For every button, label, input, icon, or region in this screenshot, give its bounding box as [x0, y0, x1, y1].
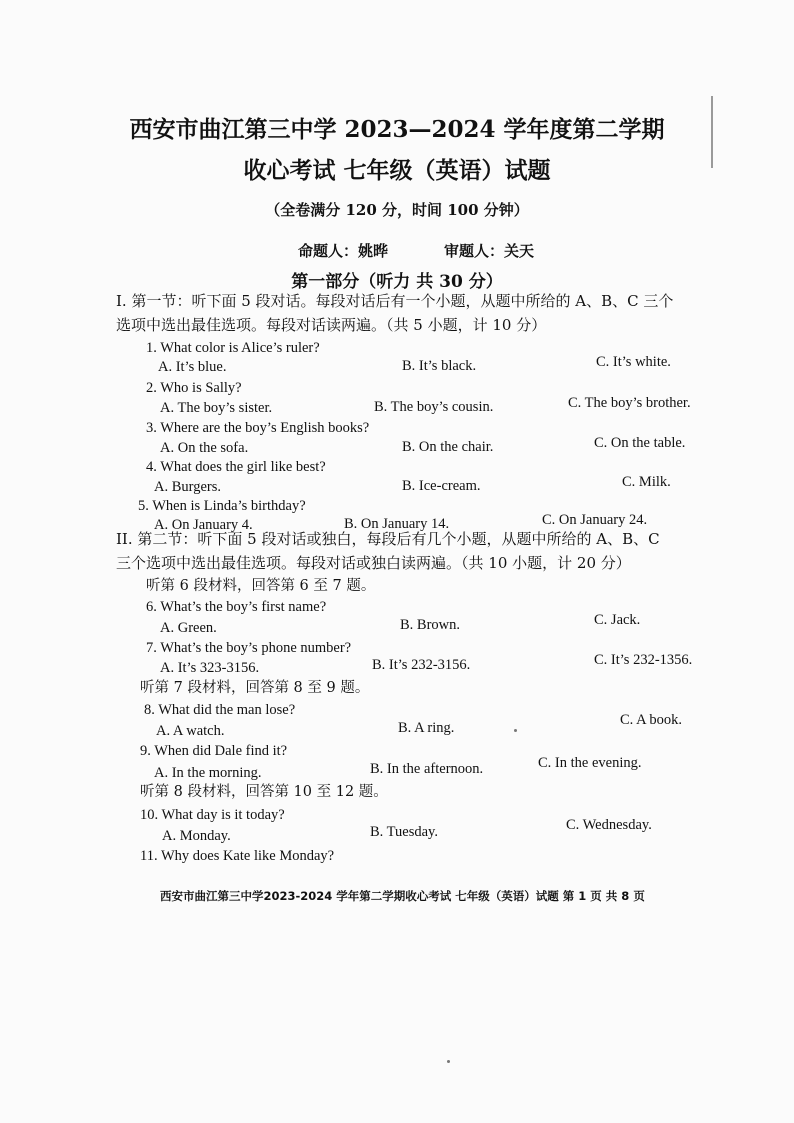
section1-instruction-line1: I. 第一节：听下面 5 段对话。每段对话后有一个小题，从题中所给的 A、B、C 三个	[116, 292, 674, 310]
question-9: 9. When did Dale find it?	[140, 743, 288, 759]
question-1-option-c: C. It’s white.	[596, 354, 671, 370]
question-2: 2. Who is Sally?	[146, 380, 242, 396]
question-3-option-c: C. On the table.	[594, 435, 686, 451]
question-11: 11. Why does Kate like Monday?	[140, 848, 335, 864]
question-8-option-c: C. A book.	[620, 712, 683, 728]
exam-subtitle: （全卷满分 120 分，时间 100 分钟）	[265, 201, 529, 219]
question-2-option-c: C. The boy’s brother.	[568, 395, 691, 411]
page-footer: 西安市曲江第三中学2023-2024 学年第二学期收心考试 七年级（英语）试题 第 1 页 共 8 页	[160, 889, 645, 903]
question-5: 5. When is Linda’s birthday?	[138, 498, 306, 514]
question-9-option-b: B. In the afternoon.	[370, 761, 484, 777]
question-9-option-c: C. In the evening.	[538, 755, 642, 771]
question-7-option-c: C. It’s 232-1356.	[594, 652, 693, 668]
question-8-option-a: A. A watch.	[156, 723, 225, 739]
question-1-option-b: B. It’s black.	[402, 358, 477, 374]
question-8: 8. What did the man lose?	[144, 702, 296, 718]
question-3-option-a: A. On the sofa.	[160, 440, 249, 456]
question-4: 4. What does the girl like best?	[146, 459, 326, 475]
question-7: 7. What’s the boy’s phone number?	[146, 640, 352, 656]
material-8-note: 听第 8 段材料，回答第 10 至 12 题。	[140, 784, 388, 800]
question-3: 3. Where are the boy’s English books?	[146, 420, 370, 436]
question-10-option-b: B. Tuesday.	[370, 824, 438, 840]
section2-instruction-line1: II. 第二节：听下面 5 段对话或独白，每段后有几个小题，从题中所给的 A、B、C	[116, 530, 660, 548]
question-1: 1. What color is Alice’s ruler?	[146, 340, 320, 356]
question-5-option-a: A. On January 4.	[154, 517, 253, 533]
material-6-note: 听第 6 段材料，回答第 6 至 7 题。	[146, 578, 376, 594]
question-9-option-a: A. In the morning.	[154, 765, 262, 781]
question-10-option-c: C. Wednesday.	[566, 817, 652, 833]
question-6-option-a: A. Green.	[160, 620, 217, 636]
question-5-option-c: C. On January 24.	[542, 512, 648, 528]
section2-instruction-line2: 三个选项中选出最佳选项。每段对话或独白读两遍。（共 10 小题，计 20 分）	[116, 554, 631, 572]
question-7-option-b: B. It’s 232-3156.	[372, 657, 471, 673]
scan-speck	[447, 1060, 450, 1063]
question-4-option-c: C. Milk.	[622, 474, 671, 490]
exam-title-line1: 西安市曲江第三中学 2023—2024 学年度第二学期	[129, 116, 665, 143]
question-3-option-b: B. On the chair.	[402, 439, 494, 455]
scan-speck	[514, 729, 517, 732]
exam-title-line2: 收心考试 七年级（英语）试题	[243, 157, 551, 184]
question-8-option-b: B. A ring.	[398, 720, 455, 736]
question-4-option-a: A. Burgers.	[154, 479, 221, 495]
part-one-heading: 第一部分（听力 共 30 分）	[291, 272, 503, 292]
question-6-option-c: C. Jack.	[594, 612, 641, 628]
section1-instruction-line2: 选项中选出最佳选项。每段对话读两遍。（共 5 小题，计 10 分）	[116, 316, 547, 334]
question-1-option-a: A. It’s blue.	[158, 359, 227, 375]
question-6: 6. What’s the boy’s first name?	[146, 599, 327, 615]
question-reviewer: 审题人：关天	[444, 242, 535, 260]
question-author: 命题人：姚晔	[298, 242, 389, 260]
question-5-option-b: B. On January 14.	[344, 516, 450, 532]
question-10-option-a: A. Monday.	[162, 828, 231, 844]
question-4-option-b: B. Ice-cream.	[402, 478, 481, 494]
question-2-option-a: A. The boy’s sister.	[160, 400, 273, 416]
question-2-option-b: B. The boy’s cousin.	[374, 399, 494, 415]
question-10: 10. What day is it today?	[140, 807, 285, 823]
material-7-note: 听第 7 段材料，回答第 8 至 9 题。	[140, 680, 370, 696]
question-7-option-a: A. It’s 323-3156.	[160, 660, 260, 676]
question-6-option-b: B. Brown.	[400, 617, 461, 633]
